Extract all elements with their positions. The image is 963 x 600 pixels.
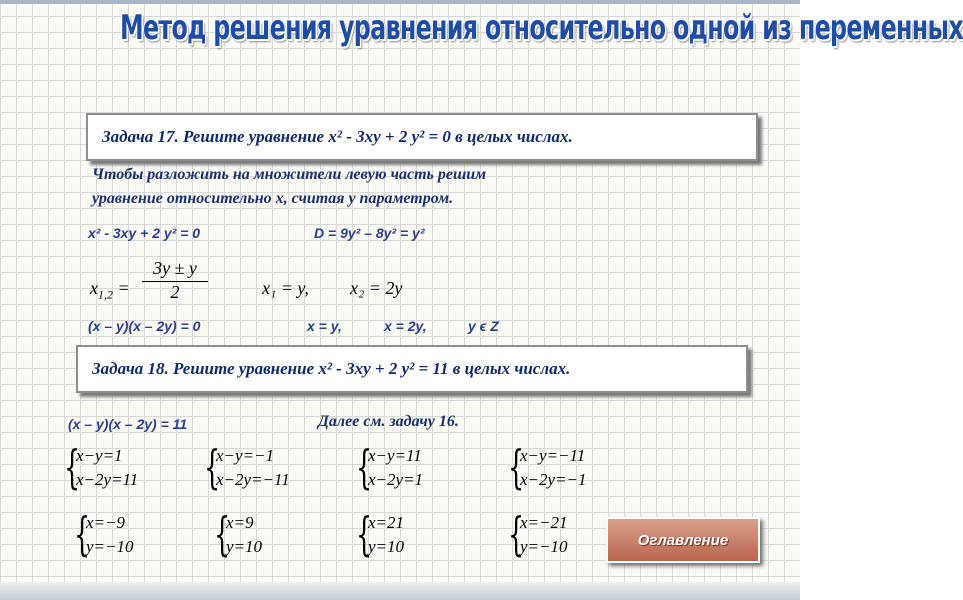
solution-2-line2: y=10 <box>226 537 263 556</box>
bottom-frame <box>0 582 800 600</box>
formula-equals: = <box>113 278 130 298</box>
task18-box <box>76 345 748 393</box>
solution-1-line1: x=−9 <box>86 513 125 532</box>
discriminant: D = 9y² – 8y² = y² <box>314 225 425 241</box>
formula-x: x <box>90 278 98 298</box>
formula-fraction <box>142 258 208 303</box>
root1: x₁ = y, <box>262 278 309 298</box>
brace-icon: { <box>508 507 525 561</box>
brace-icon: { <box>204 440 221 494</box>
page-title: Метод решения уравнения относительно одной из переменных <box>120 8 963 48</box>
solution-3-line2: y=10 <box>368 537 405 556</box>
system-3-line1: x−y=11 <box>368 446 422 465</box>
formula-numerator: 3y ± y <box>153 258 197 278</box>
system-2-line1: x−y=−1 <box>216 446 275 465</box>
system-4-line2: x−2y=−1 <box>520 470 587 489</box>
task18-label: Задача 18. Решите уравнение x² - 3xy + 2 y² = 11 в целых числах. <box>92 359 571 378</box>
system-3-line2: x−2y=1 <box>368 470 424 489</box>
solution-1-line2: y=−10 <box>86 537 134 556</box>
task18-factored: (x – y)(x – 2y) = 11 <box>68 416 188 432</box>
solution-4-line2: y=−10 <box>520 537 568 556</box>
brace-icon: { <box>214 507 231 561</box>
brace-icon: { <box>74 507 91 561</box>
formula-lhs <box>90 278 130 303</box>
brace-icon: { <box>508 440 525 494</box>
solution-3-line1: x=21 <box>368 513 405 532</box>
system-1-line1: x−y=1 <box>76 446 123 465</box>
answer-x-eq-y: x = y, <box>307 318 342 334</box>
brace-icon: { <box>64 440 81 494</box>
task17-equation: x² - 3xy + 2 y² = 0 <box>88 225 201 241</box>
brace-icon: { <box>356 507 373 561</box>
explanation-line1: Чтобы разложить на множители левую часть решим <box>92 166 487 183</box>
brace-icon: { <box>356 440 373 494</box>
formula-subscript: 1,2 <box>98 287 113 302</box>
factored-equation: (x – y)(x – 2y) = 0 <box>88 318 201 334</box>
root2: x₂ = 2y <box>350 278 403 298</box>
task17-label: Задача 17. Решите уравнение x² - 3xy + 2 y² = 0 в целых числах. <box>102 127 573 146</box>
system-2-line2: x−2y=−11 <box>216 470 290 489</box>
top-frame <box>0 0 800 4</box>
system-4-line1: x−y=−11 <box>520 446 586 465</box>
table-of-contents-label: Оглавление <box>637 531 729 549</box>
solution-2-line1: x=9 <box>226 513 254 532</box>
answer-x-eq-2y: x = 2y, <box>384 318 427 334</box>
answer-y-in-z: y ϵ Z <box>468 318 499 334</box>
system-1-line2: x−2y=11 <box>76 470 139 489</box>
table-of-contents-button[interactable] <box>606 517 760 563</box>
solution-4-line1: x=−21 <box>520 513 568 532</box>
explanation-line2: уравнение относительно x, считая y параметром. <box>92 190 454 207</box>
formula-denominator: 2 <box>170 282 180 302</box>
task17-box <box>86 113 758 161</box>
task18-note: Далее см. задачу 16. <box>318 413 459 430</box>
